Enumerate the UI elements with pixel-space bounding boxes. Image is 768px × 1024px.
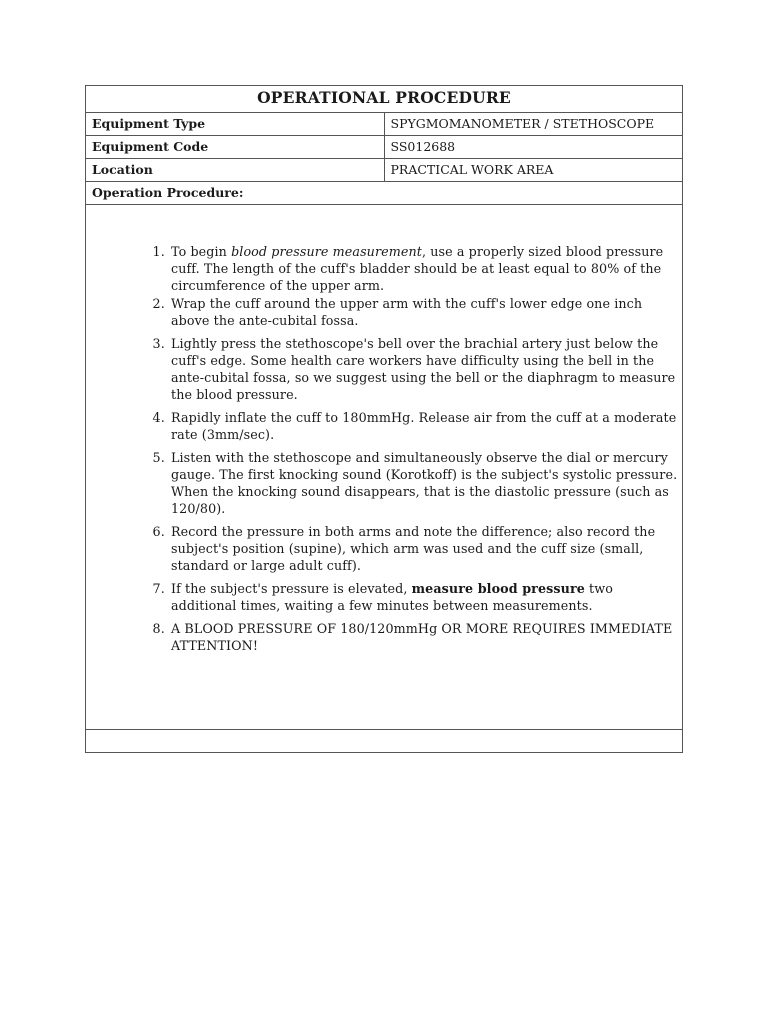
procedure-body xyxy=(86,205,683,730)
step-8: 8. A BLOOD PRESSURE OF 180/120mmHg OR MORE REQUIRES IMMEDIATE ATTENTION! xyxy=(169,620,679,654)
step-3: 3. Lightly press the stethoscope's bell over the brachial artery just below the cuff's edge. Some health care workers have difficulty using the bell in the ante-cubital fossa, so we suggest using the bell or the diaphragm to measure the blood pressure. xyxy=(169,335,679,403)
equipment-type-row xyxy=(86,113,683,136)
operation-procedure-heading: Operation Procedure: xyxy=(86,182,683,205)
step-7-strong: measure blood pressure xyxy=(411,581,585,596)
location-label: Location xyxy=(86,159,385,182)
step-1-post: , use a properly sized blood pressure cuff. The length of the cuff's bladder should be at least equal to 80% of the circumference of the upper arm. xyxy=(171,244,664,293)
step-2: 2. Wrap the cuff around the upper arm with the cuff's lower edge one inch above the ante-cubital fossa. xyxy=(169,295,679,329)
procedure-steps xyxy=(92,243,679,654)
procedure-body-row xyxy=(86,205,683,730)
step-5: 5. Listen with the stethoscope and simultaneously observe the dial or mercury gauge. The first knocking sound (Korotkoff) is the subject's systolic pressure. When the knocking sound disappears, that is the diastolic pressure (such as 120/80). xyxy=(169,449,679,517)
step-1-pre: To begin xyxy=(171,244,232,259)
document-title: OPERATIONAL PROCEDURE xyxy=(86,86,683,113)
step-7-post: two additional times, waiting a few minutes between measurements. xyxy=(171,581,613,613)
step-7 xyxy=(169,580,679,614)
equipment-code-row xyxy=(86,136,683,159)
step-6: 6. Record the pressure in both arms and note the difference; also record the subject's position (supine), which arm was used and the cuff size (small, standard or large adult cuff). xyxy=(169,523,679,574)
step-4: 4. Rapidly inflate the cuff to 180mmHg. Release air from the cuff at a moderate rate (3mm/sec). xyxy=(169,409,679,443)
footer-cell xyxy=(86,730,683,753)
operation-heading-row xyxy=(86,182,683,205)
step-7-pre: If the subject's pressure is elevated, xyxy=(171,581,412,596)
equipment-type-label: Equipment Type xyxy=(86,113,385,136)
equipment-code-value: SS012688 xyxy=(384,136,683,159)
footer-row xyxy=(86,730,683,753)
step-1-emphasis: blood pressure measurement xyxy=(231,244,422,259)
location-value: PRACTICAL WORK AREA xyxy=(384,159,683,182)
step-1 xyxy=(169,243,679,294)
location-row xyxy=(86,159,683,182)
equipment-type-value: SPYGMOMANOMETER / STETHOSCOPE xyxy=(384,113,683,136)
equipment-code-label: Equipment Code xyxy=(86,136,385,159)
title-row xyxy=(86,86,683,113)
procedure-table xyxy=(85,85,683,753)
